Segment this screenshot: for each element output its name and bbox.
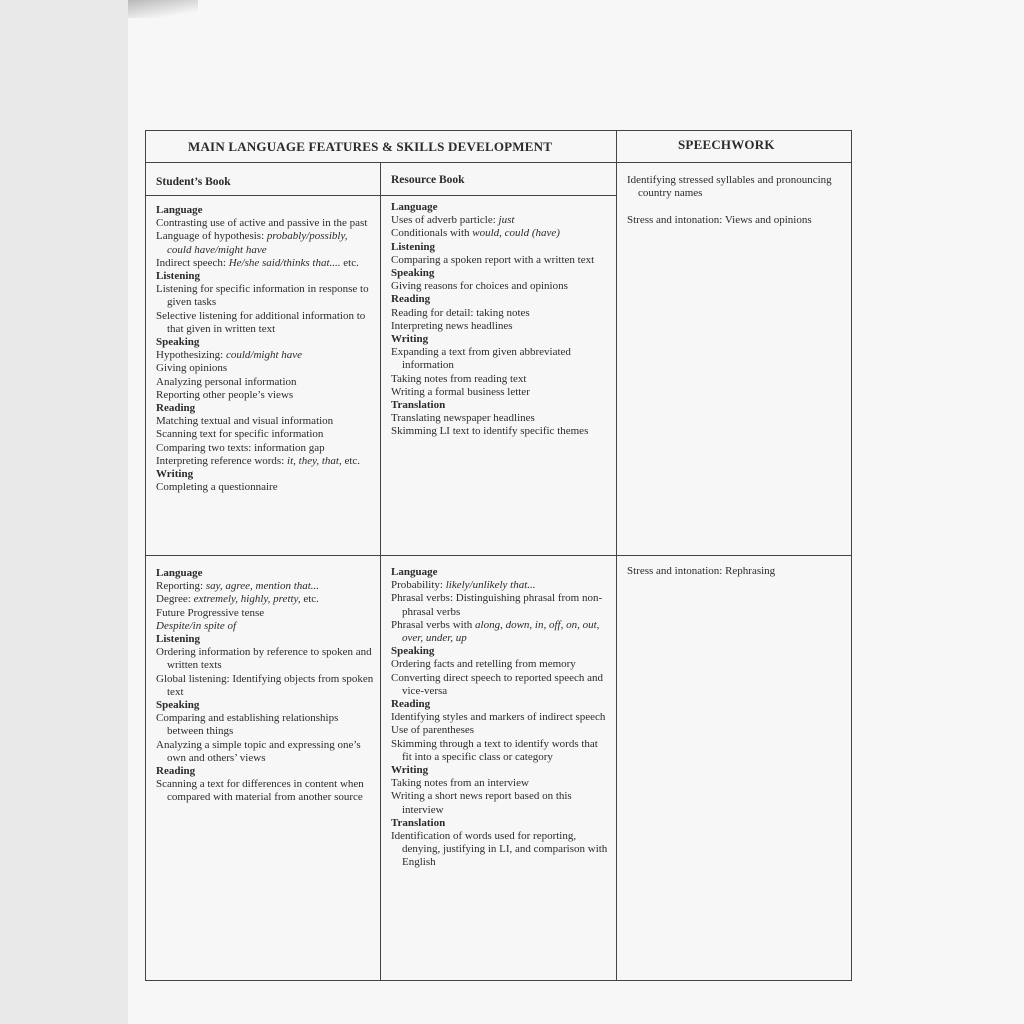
item-italic-text: probably/possibly, could have/might have — [167, 230, 348, 256]
list-item — [156, 217, 374, 230]
item-text: Listening — [156, 270, 201, 283]
item-italic-text: along, down, in, off, on, out, over, under, up — [402, 618, 600, 645]
spacer — [627, 200, 845, 213]
item-italic-text: would, could (have) — [472, 227, 560, 240]
item-text: Writing — [156, 468, 194, 481]
item-text: Translation — [391, 816, 446, 829]
list-item — [156, 607, 374, 620]
section-heading — [391, 817, 609, 830]
item-text: Translating newspaper headlines — [391, 412, 535, 425]
section-heading — [391, 399, 609, 412]
item-text: Writing a formal business letter — [391, 385, 530, 398]
item-text: Expanding a text from given abbreviated information — [391, 346, 571, 372]
list-item — [156, 442, 374, 455]
item-text: Interpreting reference words: — [156, 454, 288, 467]
row1-student-cell — [156, 204, 374, 494]
section-heading — [156, 765, 374, 778]
section-heading — [156, 270, 374, 283]
item-text: Skimming LI text to identify specific themes — [391, 425, 589, 438]
section-heading — [391, 698, 609, 711]
resource-book-heading: Resource Book — [391, 174, 465, 186]
item-text: Reading — [391, 293, 431, 306]
item-italic-text: just — [498, 214, 515, 227]
item-text: Indirect speech: — [156, 256, 229, 269]
column-divider-1 — [380, 162, 381, 980]
list-item — [156, 580, 374, 593]
section-heading — [391, 241, 609, 254]
item-text: Listening for specific information in response to given tasks — [156, 283, 369, 309]
item-text: Selective listening for additional information to that given in written text — [156, 309, 366, 335]
item-italic-text: it, they, that, — [287, 454, 342, 467]
item-trailing-text: etc. — [300, 593, 319, 606]
item-text: Phrasal verbs: Distinguishing phrasal from non-phrasal verbs — [391, 592, 603, 618]
section-heading — [156, 402, 374, 415]
item-text: Skimming through a text to identify words that fit into a specific class or category — [391, 737, 598, 763]
item-text: Taking notes from reading text — [391, 372, 527, 385]
section-heading — [391, 293, 609, 306]
list-item — [391, 307, 609, 320]
page-edge-shadow — [128, 0, 198, 18]
list-item — [391, 412, 609, 425]
item-text: Hypothesizing: — [156, 349, 226, 362]
list-item — [391, 425, 609, 438]
item-text: Giving opinions — [156, 362, 228, 375]
section-heading — [156, 204, 374, 217]
item-text: Language — [391, 566, 438, 578]
list-item — [391, 386, 609, 399]
item-italic-text: Despite/in spite of — [156, 619, 237, 632]
item-text: Speaking — [391, 645, 435, 658]
list-item — [391, 346, 609, 372]
item-text: Phrasal verbs with — [391, 618, 476, 631]
row1-speechwork-cell — [627, 174, 845, 227]
list-item — [391, 592, 609, 618]
list-item — [391, 672, 609, 698]
item-italic-text: extremely, highly, pretty, — [193, 593, 301, 606]
item-text: Identifying styles and markers of indirect speech — [391, 711, 606, 724]
item-text: Identification of words used for reporting, denying, justifying in LI, and comparison with English — [391, 830, 608, 869]
item-text: Scanning a text for differences in content when compared with material from another source — [156, 778, 364, 804]
list-item — [156, 620, 374, 633]
item-text: Writing — [391, 764, 429, 777]
list-item — [156, 593, 374, 606]
list-item — [156, 739, 374, 765]
section-heading — [391, 333, 609, 346]
item-text: Stress and intonation: Rephrasing — [627, 565, 776, 577]
item-text: Writing — [391, 333, 429, 346]
item-text: Reading — [391, 698, 431, 711]
row2-speechwork-cell — [627, 565, 845, 578]
list-item — [156, 283, 374, 309]
list-item — [391, 711, 609, 724]
list-item — [156, 376, 374, 389]
list-item — [156, 428, 374, 441]
item-text: Listening — [156, 633, 201, 646]
section-heading — [156, 567, 374, 580]
item-italic-text: likely/unlikely that... — [445, 579, 536, 592]
list-item — [391, 579, 609, 592]
item-text: Contrasting use of active and passive in the past — [156, 217, 368, 230]
item-italic-text: say, agree, mention that... — [205, 580, 320, 593]
list-item — [156, 362, 374, 375]
row1-resource-cell — [391, 201, 609, 439]
item-text: Language — [156, 567, 203, 579]
item-text: Reporting other people’s views — [156, 388, 294, 401]
item-text: Language — [391, 201, 438, 213]
item-text: Comparing two texts: information gap — [156, 441, 325, 454]
section-heading — [391, 645, 609, 658]
list-item — [156, 712, 374, 738]
item-text: Speaking — [391, 267, 435, 280]
item-text: Language of hypothesis: — [156, 230, 267, 243]
item-text: Ordering facts and retelling from memory — [391, 658, 576, 671]
item-text: Completing a questionnaire — [156, 481, 278, 494]
item-text: Listening — [391, 240, 436, 253]
item-text: Speaking — [156, 699, 200, 712]
item-text: Giving reasons for choices and opinions — [391, 280, 568, 293]
item-text: Reading — [156, 765, 196, 778]
item-text: Analyzing personal information — [156, 375, 297, 388]
item-trailing-text: etc. — [341, 454, 361, 467]
item-text: Scanning text for specific information — [156, 428, 324, 441]
list-item — [156, 646, 374, 672]
item-italic-text: He/she said/thinks that.... — [228, 256, 341, 269]
list-item — [391, 373, 609, 386]
item-text: Converting direct speech to reported speech and vice-versa — [391, 671, 603, 697]
item-text: Interpreting news headlines — [391, 319, 513, 332]
item-text: Use of parentheses — [391, 724, 475, 737]
list-item — [391, 280, 609, 293]
main-heading: MAIN LANGUAGE FEATURES & SKILLS DEVELOPMENT — [188, 139, 553, 154]
list-item — [156, 778, 374, 804]
list-item — [627, 565, 845, 578]
list-item — [156, 415, 374, 428]
list-item — [627, 214, 845, 227]
row2-student-cell — [156, 567, 374, 805]
section-heading — [156, 336, 374, 349]
list-item — [627, 174, 845, 200]
list-item — [391, 658, 609, 671]
curriculum-table — [145, 130, 852, 981]
subheader-divider — [146, 195, 616, 196]
list-item — [156, 310, 374, 336]
item-text: Degree: — [156, 593, 194, 606]
item-text: Identifying stressed syllables and pronouncing country names — [627, 174, 832, 200]
row-divider — [146, 555, 851, 556]
list-item — [391, 227, 609, 240]
item-italic-text: could/might have — [225, 349, 303, 362]
item-text: Reading for detail: taking notes — [391, 306, 530, 319]
list-item — [156, 481, 374, 494]
section-heading — [391, 764, 609, 777]
header-divider — [146, 162, 851, 163]
list-item — [156, 349, 374, 362]
list-item — [391, 790, 609, 816]
speechwork-heading: SPEECHWORK — [678, 137, 775, 152]
list-item — [391, 777, 609, 790]
item-text: Matching textual and visual information — [156, 415, 334, 428]
item-text: Uses of adverb particle: — [391, 214, 499, 227]
student-book-heading: Student’s Book — [156, 176, 231, 188]
section-heading — [156, 699, 374, 712]
item-text: Speaking — [156, 336, 200, 349]
list-item — [391, 254, 609, 267]
item-text: Reporting: — [156, 580, 206, 593]
item-text: Writing a short news report based on this interview — [391, 790, 572, 816]
list-item — [391, 214, 609, 227]
section-heading — [156, 633, 374, 646]
item-text: Probability: — [391, 579, 446, 592]
section-heading — [391, 566, 609, 579]
section-heading — [391, 201, 609, 214]
item-text: Analyzing a simple topic and expressing one’s own and others’ views — [156, 738, 361, 764]
list-item — [391, 738, 609, 764]
list-item — [391, 830, 609, 870]
section-heading — [156, 468, 374, 481]
item-text: Conditionals with — [391, 227, 473, 240]
item-text: Comparing a spoken report with a written text — [391, 253, 595, 266]
list-item — [156, 455, 374, 468]
section-heading — [391, 267, 609, 280]
list-item — [156, 673, 374, 699]
item-text: Translation — [391, 399, 446, 412]
list-item — [391, 320, 609, 333]
item-text: Taking notes from an interview — [391, 777, 529, 790]
list-item — [156, 389, 374, 402]
list-item — [156, 257, 374, 270]
item-text: Language — [156, 204, 203, 216]
list-item — [156, 230, 374, 256]
list-item — [391, 619, 609, 645]
item-text: Reading — [156, 402, 196, 415]
row2-resource-cell — [391, 566, 609, 870]
item-text: Global listening: Identifying objects from spoken text — [156, 672, 374, 698]
item-text: Comparing and establishing relationships between things — [156, 712, 339, 738]
item-text: Ordering information by reference to spoken and written texts — [156, 646, 372, 672]
item-text: Future Progressive tense — [156, 606, 265, 619]
item-text: Stress and intonation: Views and opinions — [627, 213, 812, 226]
list-item — [391, 724, 609, 737]
item-trailing-text: etc. — [340, 256, 359, 269]
